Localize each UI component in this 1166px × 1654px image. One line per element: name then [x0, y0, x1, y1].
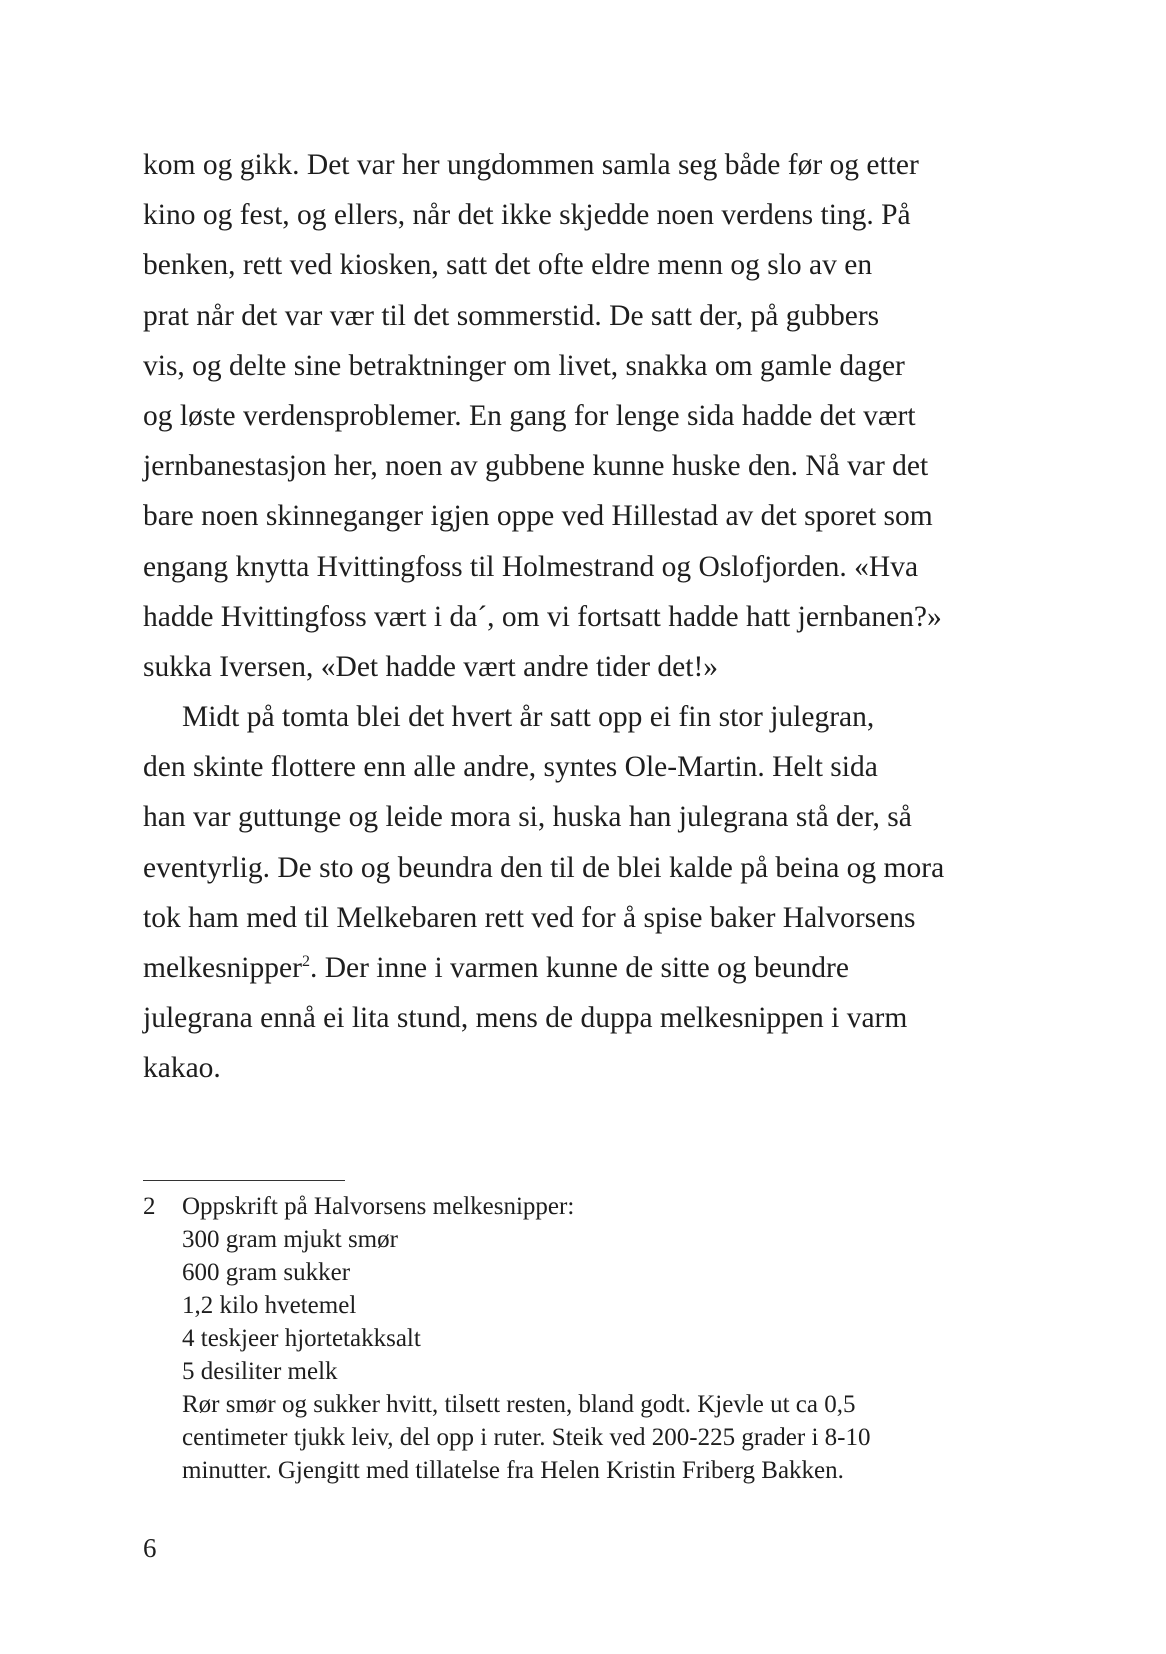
- text-fragment: . Der inne i varmen kunne de sitte og beundre: [309, 952, 849, 984]
- text-line: vis, og delte sine betraktninger om livet, snakka om gamle dager: [143, 349, 905, 382]
- instruction-line: minutter. Gjengitt med tillatelse fra Helen Kristin Friberg Bakken.: [182, 1457, 844, 1484]
- paragraph: [143, 140, 1043, 692]
- page-number: 6: [143, 1533, 157, 1563]
- text-line: kino og fest, og ellers, når det ikke skjedde noen verdens ting. På: [143, 199, 911, 232]
- ingredient-item: 5 desiliter melk: [182, 1358, 338, 1385]
- text-line-with-note: [143, 943, 1043, 993]
- text-line: benken, rett ved kiosken, satt det ofte eldre menn og slo av en: [143, 249, 873, 282]
- ingredient-item: 600 gram sukker: [182, 1259, 351, 1286]
- instruction-line: centimeter tjukk leiv, del opp i ruter. Steik ved 200-225 grader i 8-10: [182, 1424, 871, 1451]
- instruction-line: Rør smør og sukker hvitt, tilsett resten, bland godt. Kjevle ut ca 0,5: [182, 1391, 856, 1418]
- text-line: tok ham med til Melkebaren rett ved for å spise baker Halvorsens: [143, 901, 916, 934]
- text-line: den skinte flottere enn alle andre, syntes Ole-Martin. Helt sida: [143, 751, 878, 784]
- footnote-title-line: [143, 1190, 1043, 1223]
- footnote: [143, 1190, 1043, 1487]
- paragraph: [143, 692, 1043, 1094]
- footnote-number: 2: [143, 1193, 156, 1220]
- text-line: Midt på tomta blei det hvert år satt opp ei fin stor julegran,: [182, 701, 875, 734]
- text-line: bare noen skinneganger igjen oppe ved Hillestad av det sporet som: [143, 500, 933, 533]
- text-line: engang knytta Hvittingfoss til Holmestrand og Oslofjorden. «Hva: [143, 550, 919, 583]
- text-fragment: melkesnipper: [143, 952, 302, 984]
- footnote-title: Oppskrift på Halvorsens melkesnipper:: [182, 1193, 575, 1220]
- footnote-separator: [143, 1180, 345, 1181]
- text-line: jernbanestasjon her, noen av gubbene kunne huske den. Nå var det: [143, 450, 929, 483]
- text-line: han var guttunge og leide mora si, huska han julegrana stå der, så: [143, 801, 912, 834]
- text-line: og løste verdensproblemer. En gang for lenge sida hadde det vært: [143, 399, 916, 432]
- text-line: prat når det var vær til det sommerstid. De satt der, på gubbers: [143, 299, 880, 332]
- body-text: [143, 140, 1043, 1094]
- text-line: eventyrlig. De sto og beundra den til de blei kalde på beina og mora: [143, 851, 945, 884]
- text-line: julegrana ennå ei lita stund, mens de duppa melkesnippen i varm: [143, 1002, 908, 1035]
- text-line: kakao.: [143, 1052, 221, 1085]
- ingredient-item: 1,2 kilo hvetemel: [182, 1292, 357, 1319]
- ingredient-item: 4 teskjeer hjortetakksalt: [182, 1325, 421, 1352]
- text-line: sukka Iversen, «Det hadde vært andre tider det!»: [143, 650, 719, 683]
- text-line: kom og gikk. Det var her ungdommen samla seg både før og etter: [143, 149, 919, 181]
- ingredient-item: 300 gram mjukt smør: [182, 1226, 398, 1253]
- footnote-reference[interactable]: 2: [301, 953, 310, 970]
- text-line: hadde Hvittingfoss vært i da´, om vi fortsatt hadde hatt jernbanen?»: [143, 600, 942, 633]
